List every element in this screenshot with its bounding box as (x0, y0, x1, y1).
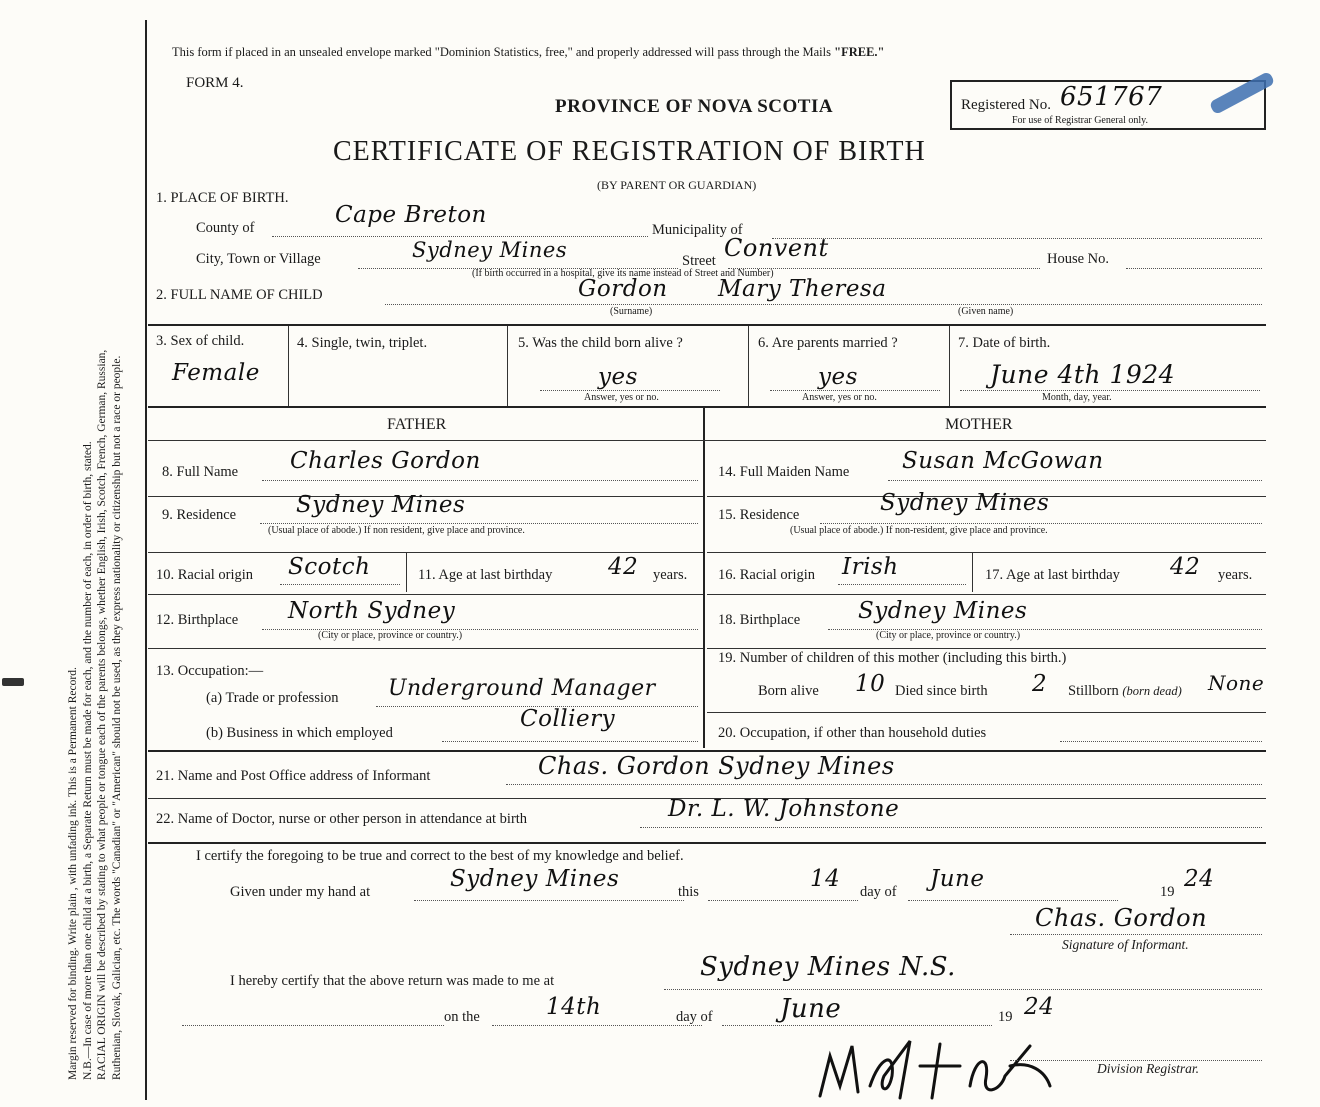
multiple-birth-label: 4. Single, twin, triplet. (297, 335, 428, 351)
postal-notice-text: This form if placed in an unsealed envelope marked "Dominion Statistics, free," and properly addressed will pass through the Mails (172, 45, 831, 59)
business-line (442, 741, 698, 742)
born-alive-caption: Answer, yes or no. (584, 392, 659, 403)
father-row-line-2 (148, 552, 703, 553)
mother-age-value: 42 (1170, 554, 1201, 580)
reg-day-of-label: day of (676, 1009, 713, 1025)
children-count-label: 19. Number of children of this mother (including this birth.) (718, 650, 1067, 666)
father-birthplace-value: North Sydney (288, 598, 456, 624)
sex-value: Female (172, 360, 260, 386)
sidebar-instructions (66, 35, 124, 1080)
county-label: County of (196, 220, 255, 236)
binding-margin-line (145, 20, 147, 1100)
day-of-label: day of (860, 884, 897, 900)
place-of-birth-label: 1. PLACE OF BIRTH. (156, 190, 289, 206)
surname-caption: (Surname) (610, 306, 653, 317)
reg-day-line (492, 1025, 702, 1026)
father-residence-label: 9. Residence (162, 507, 237, 523)
mother-row-line-5 (707, 712, 1266, 713)
given-month-value: June (930, 866, 985, 892)
mother-age-label: 17. Age at last birthday (985, 567, 1120, 583)
signature-line (1010, 934, 1262, 935)
registrar-statement: I hereby certify that the above return was made to me at (230, 973, 555, 989)
house-number-line (1126, 268, 1262, 269)
mother-row-line-3 (707, 594, 1266, 595)
father-age-value: 42 (608, 554, 639, 580)
on-the-lead-line (182, 1025, 444, 1026)
municipality-label: Municipality of (652, 222, 743, 238)
father-name-value: Charles Gordon (290, 448, 481, 474)
dob-value: June 4th 1924 (990, 360, 1176, 389)
informant-value: Chas. Gordon Sydney Mines (538, 752, 895, 780)
divider-top-row3 (148, 324, 1266, 326)
street-value: Convent (724, 234, 829, 262)
binding-clip-mark (2, 678, 24, 686)
father-racial-divider (406, 552, 407, 592)
died-label: Died since birth (895, 683, 988, 699)
hospital-note: (If birth occurred in a hospital, give its name instead of Street and Number) (472, 268, 774, 279)
form-number: FORM 4. (186, 75, 244, 91)
reg-year-value: 24 (1024, 994, 1055, 1020)
father-residence-line (260, 523, 698, 524)
mother-residence-caption: (Usual place of abode.) If non-resident, give place and province. (790, 525, 1048, 536)
married-line (770, 390, 940, 391)
stillborn-label-text: Stillborn (1068, 683, 1119, 699)
mother-name-value: Susan McGowan (902, 448, 1104, 474)
mother-occupation-label: 20. Occupation, if other than household duties (718, 725, 987, 741)
mother-name-label: 14. Full Maiden Name (718, 464, 850, 480)
child-given-name: Mary Theresa (718, 276, 887, 302)
registrar-note: For use of Registrar General only. (1012, 115, 1148, 126)
given-place-value: Sydney Mines (450, 866, 620, 892)
given-day-line (708, 900, 858, 901)
father-residence-caption: (Usual place of abode.) If non resident, give place and province. (268, 525, 525, 536)
municipality-line (772, 238, 1262, 239)
city-value: Sydney Mines (412, 238, 568, 262)
died-count: 2 (1032, 671, 1048, 697)
street-label: Street (682, 253, 716, 269)
this-label: this (678, 884, 699, 900)
business-label: (b) Business in which employed (206, 725, 393, 741)
sidebar-line-4: Ruthenian, Slovak, Galician, etc. The words "Canadian" or "American" should not be used, as they express nationality or citizenship but not a race or people. (110, 355, 123, 1080)
province-heading: PROVINCE OF NOVA SCOTIA (555, 96, 834, 117)
trade-label: (a) Trade or profession (206, 690, 339, 706)
sidebar-line-2: N.B.—In case of more than one child at a birth, a Separate Return must be made for each, and the number of each, in order of birth, stated. (81, 441, 94, 1080)
row3-divider-3 (748, 326, 749, 406)
mother-racial-line (838, 584, 966, 585)
registrar-signature (800, 1026, 1060, 1106)
doctor-line (640, 827, 1262, 828)
born-alive-count-label: Born alive (758, 683, 819, 699)
mother-heading: MOTHER (945, 416, 1013, 433)
county-value: Cape Breton (335, 202, 487, 228)
occupation-label: 13. Occupation:— (156, 663, 264, 679)
division-registrar-caption: Division Registrar. (1097, 1061, 1200, 1076)
doctor-value: Dr. L. W. Johnstone (668, 796, 900, 822)
born-alive-answer: yes (598, 364, 638, 390)
father-name-label: 8. Full Name (162, 464, 239, 480)
registered-number: 651767 (1060, 82, 1163, 112)
sex-label: 3. Sex of child. (156, 333, 245, 349)
mother-racial-divider (972, 552, 973, 592)
father-racial-label: 10. Racial origin (156, 567, 254, 583)
given-day-value: 14 (810, 866, 841, 892)
dob-label: 7. Date of birth. (958, 335, 1051, 351)
stillborn-note: (born dead) (1122, 684, 1182, 698)
father-racial-value: Scotch (288, 554, 371, 580)
given-place-line (414, 900, 684, 901)
born-alive-count: 10 (855, 671, 886, 697)
mother-row-line-4 (707, 648, 1266, 649)
stillborn-count: None (1208, 671, 1265, 695)
mother-birthplace-value: Sydney Mines (858, 598, 1028, 624)
parents-center-divider (703, 406, 705, 748)
trade-value: Underground Manager (388, 676, 656, 701)
born-alive-question: 5. Was the child born alive ? (518, 335, 683, 351)
dob-caption: Month, day, year. (1042, 392, 1112, 403)
row3-divider-4 (949, 326, 950, 406)
certification-statement: I certify the foregoing to be true and correct to the best of my knowledge and belief. (196, 848, 684, 864)
on-the-label: on the (444, 1009, 480, 1025)
row3-divider-1 (288, 326, 289, 406)
father-birthplace-caption: (City or place, province or country.) (318, 630, 463, 641)
father-years-label: years. (653, 567, 688, 583)
doctor-label: 22. Name of Doctor, nurse or other person in attendance at birth (156, 811, 528, 827)
father-birthplace-label: 12. Birthplace (156, 612, 239, 628)
father-row-line-3 (148, 594, 703, 595)
given-year-prefix: 19 (1160, 884, 1175, 900)
informant-label: 21. Name and Post Office address of Informant (156, 768, 431, 784)
father-residence-value: Sydney Mines (296, 492, 466, 518)
reg-year-prefix: 19 (998, 1009, 1013, 1025)
informant-signature: Chas. Gordon (1035, 904, 1208, 932)
mother-residence-label: 15. Residence (718, 507, 800, 523)
informant-line (506, 784, 1262, 785)
stillborn-label (1068, 683, 1182, 700)
father-heading: FATHER (387, 416, 447, 433)
postal-notice-free: "FREE." (834, 45, 885, 59)
father-name-line (262, 480, 698, 481)
married-question: 6. Are parents married ? (758, 335, 898, 351)
mother-row-line-2 (707, 552, 1266, 553)
sidebar-line-3: RACIAL ORIGIN will be described by stating to what people or tongue each of the parents belongs, whether English, Irish, Scotch, French, German, Russian, (96, 349, 108, 1080)
house-number-label: House No. (1047, 251, 1110, 267)
mother-racial-label: 16. Racial origin (718, 567, 816, 583)
registrar-place-line (664, 989, 1262, 990)
divider-certification (148, 842, 1266, 844)
given-year-value: 24 (1184, 866, 1215, 892)
mother-residence-value: Sydney Mines (880, 490, 1050, 516)
street-line (728, 268, 1040, 269)
born-alive-line (540, 390, 720, 391)
city-label: City, Town or Village (196, 251, 321, 267)
dob-line (960, 390, 1260, 391)
mother-birthplace-label: 18. Birthplace (718, 612, 801, 628)
child-name-label: 2. FULL NAME OF CHILD (156, 287, 323, 303)
divider-parents (148, 406, 1266, 408)
father-row-line-4 (148, 648, 703, 649)
child-name-line (385, 304, 1262, 305)
father-age-label: 11. Age at last birthday (418, 567, 553, 583)
given-name-caption: (Given name) (958, 306, 1014, 317)
reg-day-value: 14th (546, 994, 602, 1020)
registrar-place-value: Sydney Mines N.S. (700, 952, 956, 982)
given-month-line (908, 900, 1118, 901)
married-answer: yes (818, 364, 858, 390)
page-title: CERTIFICATE OF REGISTRATION OF BIRTH (333, 136, 926, 167)
mother-birthplace-caption: (City or place, province or country.) (876, 630, 1021, 641)
sidebar-line-1: Margin reserved for binding. Write plain , with unfading ink. This is a Permanent Record. (67, 667, 79, 1080)
child-surname: Gordon (578, 276, 668, 302)
page-subtitle: (BY PARENT OR GUARDIAN) (597, 178, 757, 192)
mother-residence-line (820, 523, 1262, 524)
father-racial-line (280, 584, 400, 585)
postal-notice (172, 45, 884, 60)
reg-month-value: June (780, 994, 842, 1024)
business-value: Colliery (520, 706, 616, 732)
mother-racial-value: Irish (842, 554, 899, 580)
married-caption: Answer, yes or no. (802, 392, 877, 403)
mother-occupation-line (1060, 741, 1262, 742)
row3-divider-2 (507, 326, 508, 406)
divider-headings (148, 440, 1266, 441)
mother-name-line (888, 480, 1262, 481)
mother-years-label: years. (1218, 567, 1253, 583)
given-under-hand-label: Given under my hand at (230, 884, 371, 900)
registered-label: Registered No. (961, 97, 1051, 113)
signature-caption: Signature of Informant. (1062, 937, 1189, 952)
county-line (272, 236, 648, 237)
